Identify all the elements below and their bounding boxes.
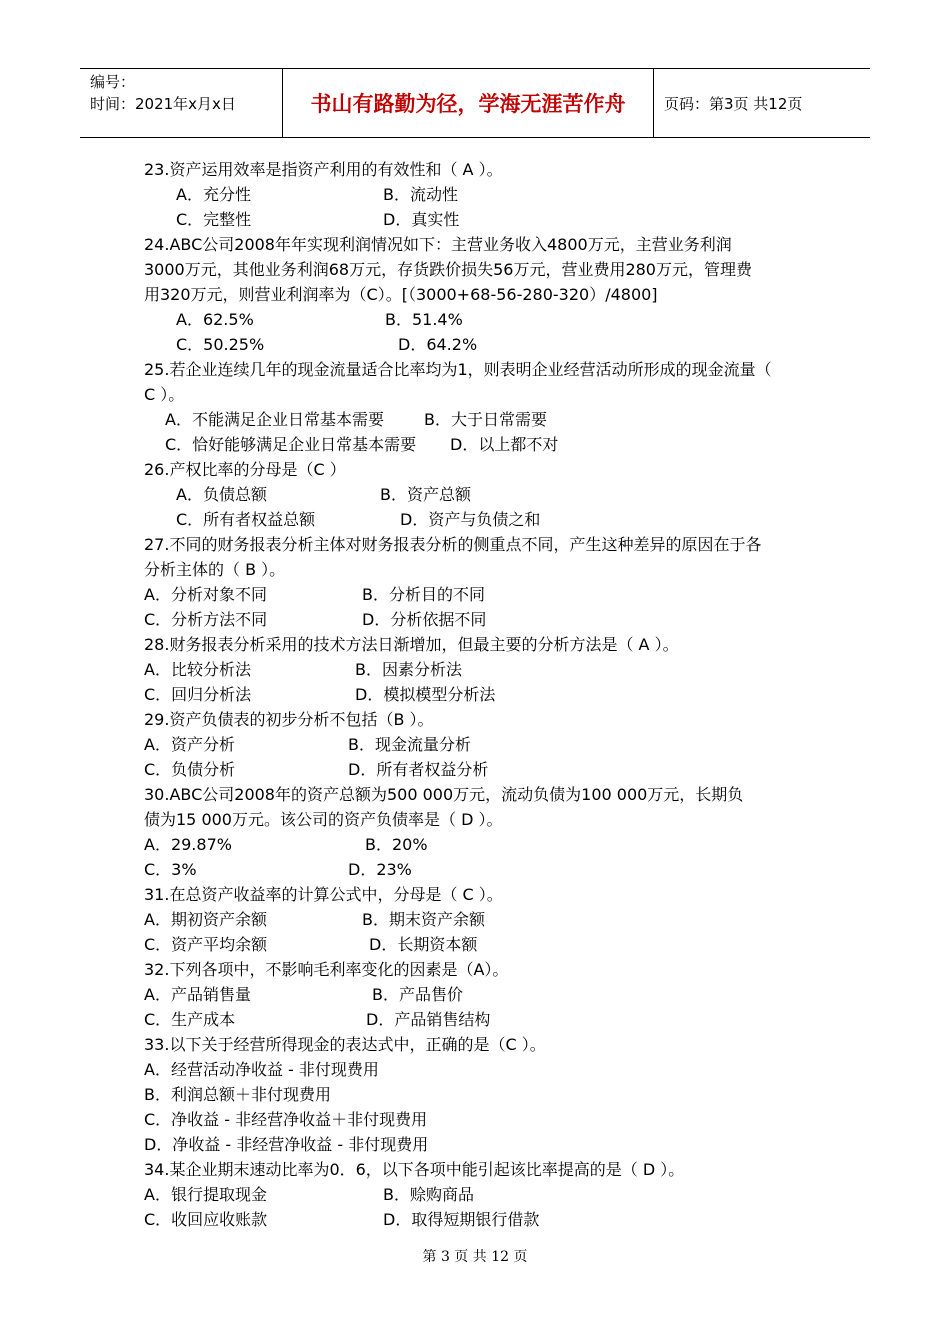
option-28-b: B．因素分析法: [355, 660, 462, 679]
option-23-c: C．完整性: [176, 210, 252, 229]
question-24-line-2: 3000万元，其他业务利润68万元，存货跌价损失56万元，营业费用280万元，管理费: [144, 260, 752, 279]
option-27-d: D．分析依据不同: [362, 610, 487, 629]
question-33: 33.以下关于经营所得现金的表达式中，正确的是（C ）。: [144, 1035, 546, 1054]
option-28-a: A．比较分析法: [144, 660, 251, 679]
option-28-d: D．模拟模型分析法: [355, 685, 496, 704]
option-25-c: C．恰好能够满足企业日常基本需要: [165, 435, 417, 454]
question-25-line-2: C ）。: [144, 385, 185, 404]
option-24-c: C．50.25%: [176, 335, 265, 354]
option-30-d: D．23%: [348, 860, 412, 879]
page-header: [80, 68, 870, 138]
option-25-b: B．大于日常需要: [424, 410, 547, 429]
question-29: 29.资产负债表的初步分析不包括（B ）。: [144, 710, 434, 729]
option-32-a: A．产品销售量: [144, 985, 251, 1004]
time-label: 时间：2021年x月x日: [90, 95, 236, 113]
option-33-a: A．经营活动净收益 - 非付现费用: [144, 1060, 379, 1079]
question-32: 32.下列各项中，不影响毛利率变化的因素是（A）。: [144, 960, 509, 979]
option-30-b: B．20%: [365, 835, 428, 854]
option-33-b: B．利润总额＋非付现费用: [144, 1085, 331, 1104]
option-31-d: D．长期资本额: [369, 935, 478, 954]
option-32-c: C．生产成本: [144, 1010, 236, 1029]
question-31: 31.在总资产收益率的计算公式中，分母是（ C ）。: [144, 885, 503, 904]
option-23-b: B．流动性: [383, 185, 458, 204]
option-33-d: D．净收益 - 非经营净收益 - 非付现费用: [144, 1135, 429, 1154]
page-footer: 第 3 页 共 12 页: [422, 1249, 528, 1265]
option-23-a: A．充分性: [176, 185, 251, 204]
option-25-d: D．以上都不对: [450, 435, 559, 454]
question-26: 26.产权比率的分母是（C ）: [144, 460, 346, 479]
option-25-a: A．不能满足企业日常基本需要: [165, 410, 384, 429]
header-motto: 书山有路勤为径，学海无涯苦作舟: [282, 69, 654, 137]
question-27-line-2: 分析主体的（ B ）。: [144, 560, 286, 579]
option-27-c: C．分析方法不同: [144, 610, 268, 629]
option-34-d: D．取得短期银行借款: [383, 1210, 540, 1229]
option-24-b: B．51.4%: [385, 310, 463, 329]
option-29-c: C．负债分析: [144, 760, 236, 779]
question-23: 23.资产运用效率是指资产利用的有效性和（ A ）。: [144, 160, 503, 179]
option-29-a: A．资产分析: [144, 735, 235, 754]
header-meta: [80, 69, 282, 137]
option-26-d: D．资产与负债之和: [400, 510, 541, 529]
option-29-b: B．现金流量分析: [348, 735, 471, 754]
option-32-b: B．产品售价: [372, 985, 463, 1004]
option-33-c: C．净收益 - 非经营净收益＋非付现费用: [144, 1110, 428, 1129]
header-page-info: 页码：第3页 共12页: [664, 94, 803, 113]
option-34-c: C．收回应收账款: [144, 1210, 268, 1229]
option-31-b: B．期末资产余额: [362, 910, 485, 929]
option-34-b: B．赊购商品: [383, 1185, 474, 1204]
option-32-d: D．产品销售结构: [366, 1010, 491, 1029]
question-27-line-1: 27.不同的财务报表分析主体对财务报表分析的侧重点不同，产生这种差异的原因在于各: [144, 535, 762, 554]
question-30-line-2: 债为15 000万元。该公司的资产负债率是（ D ）。: [144, 810, 503, 829]
option-31-c: C．资产平均余额: [144, 935, 268, 954]
option-23-d: D．真实性: [383, 210, 460, 229]
question-24-line-1: 24.ABC公司2008年年实现利润情况如下：主营业务收入4800万元，主营业务利润: [144, 235, 732, 254]
doc-number-label: 编号：: [90, 73, 136, 91]
question-30-line-1: 30.ABC公司2008年的资产总额为500 000万元，流动负债为100 000万元，长期负: [144, 785, 744, 804]
option-26-a: A．负债总额: [176, 485, 267, 504]
option-30-c: C．3%: [144, 860, 197, 879]
option-26-b: B．资产总额: [380, 485, 471, 504]
option-30-a: A．29.87%: [144, 835, 232, 854]
option-27-b: B．分析目的不同: [362, 585, 485, 604]
question-28: 28.财务报表分析采用的技术方法日渐增加，但最主要的分析方法是（ A ）。: [144, 635, 679, 654]
option-34-a: A．银行提取现金: [144, 1185, 267, 1204]
question-34: 34.某企业期末速动比率为0．6，以下各项中能引起该比率提高的是（ D ）。: [144, 1160, 685, 1179]
option-24-a: A．62.5%: [176, 310, 254, 329]
option-24-d: D．64.2%: [398, 335, 478, 354]
option-27-a: A．分析对象不同: [144, 585, 267, 604]
option-31-a: A．期初资产余额: [144, 910, 267, 929]
question-25-line-1: 25.若企业连续几年的现金流量适合比率均为1，则表明企业经营活动所形成的现金流量（: [144, 360, 772, 379]
option-26-c: C．所有者权益总额: [176, 510, 316, 529]
question-24-line-3: 用320万元，则营业利润率为（C）。[（3000+68-56-280-320）/4800]: [144, 285, 658, 304]
option-28-c: C．回归分析法: [144, 685, 252, 704]
option-29-d: D．所有者权益分析: [348, 760, 489, 779]
